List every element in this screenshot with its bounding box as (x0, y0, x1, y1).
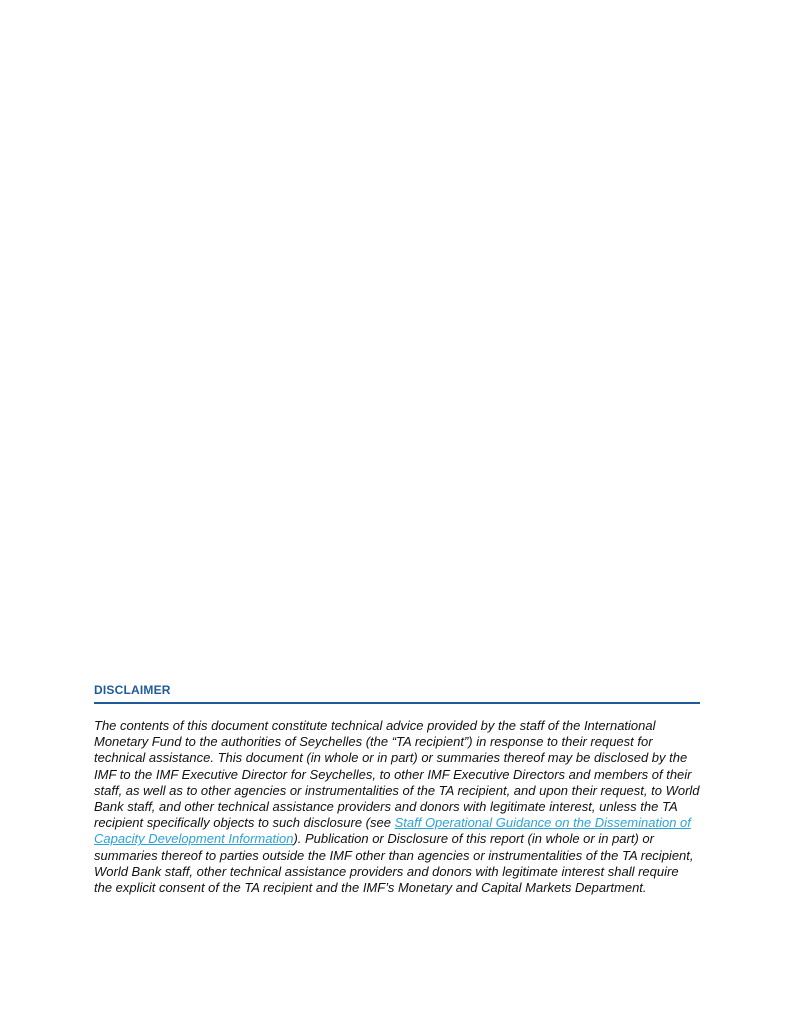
disclaimer-text-before-link: The contents of this document constitute technical advice provided by the staff of the International Monetary Fund to the authorities of Seychelles (the “TA recipient”) in response to their request for technical assistance. This document (in whole or in part) or summaries thereof may be disclosed by the IMF to the IMF Executive Director for Seychelles, to other IMF Executive Directors and members of their staff, as well as to other agencies or instrumentalities of the TA recipient, and upon their request, to World Bank staff, and other technical assistance providers and donors with legitimate interest, unless the TA recipient specifically objects to such disclosure (see (94, 718, 700, 831)
disclaimer-heading: DISCLAIMER (94, 683, 171, 697)
disclaimer-text-after-link: ). Publication or Disclosure of this report (in whole or in part) or summaries thereof to parties outside the IMF other than agencies or instrumentalities of the TA recipient, World Bank staff, other technical assistance providers and donors with legitimate interest shall require the explicit consent of the TA recipient and the IMF’s Monetary and Capital Markets Department. (94, 831, 694, 896)
disclaimer-section (94, 682, 700, 896)
heading-divider (94, 702, 700, 704)
staff-guidance-link[interactable]: Staff Operational Guidance on the Dissemination of Capacity Development Information (94, 815, 691, 847)
disclaimer-body (94, 718, 700, 896)
